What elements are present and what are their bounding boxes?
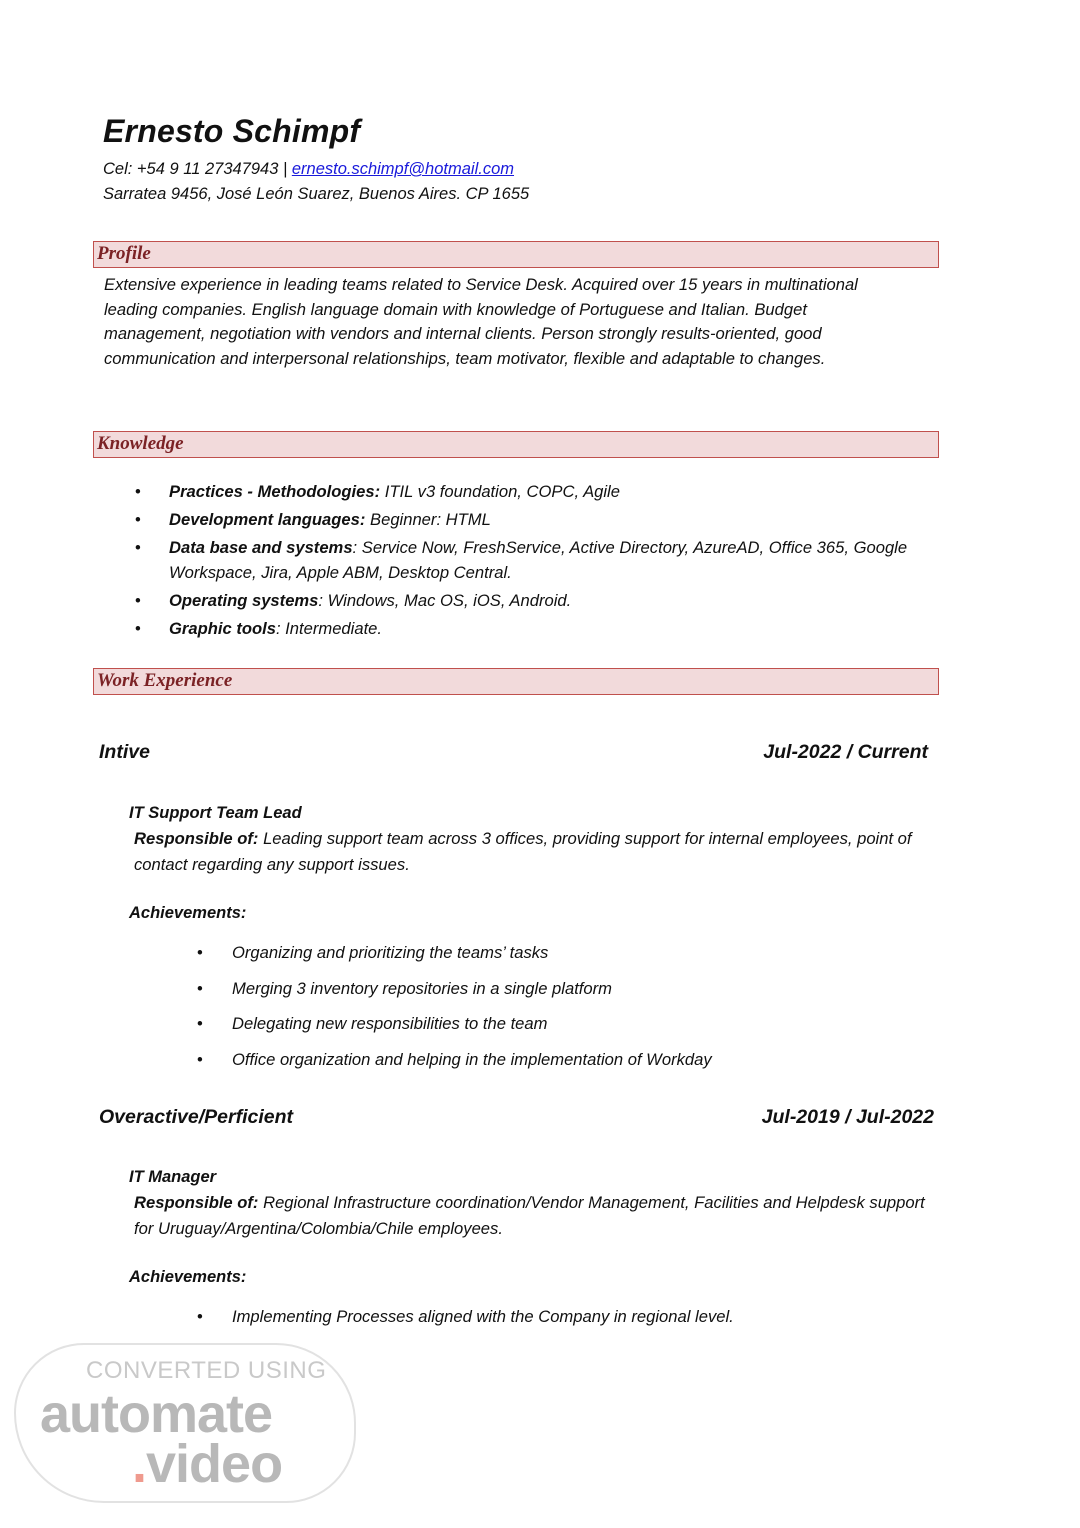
watermark-video-text: video xyxy=(146,1434,283,1494)
converter-watermark xyxy=(14,1343,356,1503)
achievement-text: Organizing and prioritizing the teams’ tasks xyxy=(232,943,549,962)
bullet-icon: • xyxy=(135,591,141,610)
achievement-text: Delegating new responsibilities to the team xyxy=(232,1014,548,1033)
resp-text: Leading support team across 3 offices, providing support for internal employees, point of contact regarding any support issues. xyxy=(134,829,912,874)
knowledge-list xyxy=(135,479,925,644)
item-text: Beginner: HTML xyxy=(365,510,491,529)
resp-label: Responsible of: xyxy=(134,829,259,848)
job-role: IT Manager xyxy=(129,1168,217,1186)
candidate-name: Ernesto Schimpf xyxy=(103,113,361,149)
list-item xyxy=(197,1049,917,1071)
knowledge-section-header xyxy=(93,431,939,458)
list-item xyxy=(197,942,917,964)
item-label: Operating systems xyxy=(169,591,319,610)
bullet-icon: • xyxy=(197,1307,203,1326)
list-item xyxy=(197,1013,917,1035)
email-link[interactable]: ernesto.schimpf@hotmail.com xyxy=(291,160,515,178)
bullet-icon: • xyxy=(197,943,203,962)
section-title: Knowledge xyxy=(97,433,184,454)
job-responsibilities xyxy=(134,826,934,877)
achievements-label: Achievements: xyxy=(129,904,247,922)
job-role: IT Support Team Lead xyxy=(129,804,302,822)
watermark-dot: . xyxy=(132,1434,147,1494)
list-item xyxy=(135,507,925,532)
item-label: Practices - Methodologies: xyxy=(169,482,381,501)
bullet-icon: • xyxy=(135,510,141,529)
item-text: : Intermediate. xyxy=(275,619,383,638)
achievements-label: Achievements: xyxy=(129,1268,247,1286)
bullet-icon: • xyxy=(135,619,141,638)
bullet-icon: • xyxy=(197,1014,203,1033)
list-item xyxy=(135,588,925,613)
contact-line xyxy=(103,160,514,179)
watermark-logo-text: automate xyxy=(40,1384,273,1444)
watermark-logo-suffix xyxy=(132,1433,282,1495)
achievements-list xyxy=(197,942,917,1084)
watermark-caption: CONVERTED USING xyxy=(86,1357,327,1384)
achievement-text: Implementing Processes aligned with the Company in regional level. xyxy=(232,1307,734,1326)
achievement-text: Office organization and helping in the implementation of Workday xyxy=(232,1049,712,1069)
bullet-icon: • xyxy=(197,1049,203,1069)
item-text: : Windows, Mac OS, iOS, Android. xyxy=(318,591,572,610)
profile-section-header xyxy=(93,241,939,268)
achievement-text: Merging 3 inventory repositories in a single platform xyxy=(232,978,612,998)
address-line: Sarratea 9456, José León Suarez, Buenos Aires. CP 1655 xyxy=(103,185,530,203)
list-item xyxy=(197,978,917,1000)
list-item xyxy=(135,479,925,504)
phone-text: Cel: +54 9 11 27347943 | xyxy=(103,160,292,178)
profile-text: Extensive experience in leading teams related to Service Desk. Acquired over 15 years in multinational leading companies. English language domain with knowledge of Portuguese and Italian. Budget management, negotiation with vendors and internal clients. Person strongly results-oriented, good communication and interpersonal relationships, team motivator, flexible and adaptable to changes. xyxy=(104,275,858,369)
item-text: : Service Now, FreshService, Active Directory, AzureAD, Office 365, Google Workspace, Jira, Apple ABM, Desktop Central. xyxy=(169,538,908,582)
job-dates: Jul-2022 / Current xyxy=(763,741,928,763)
resp-label: Responsible of: xyxy=(134,1193,259,1212)
job-responsibilities xyxy=(134,1190,934,1241)
job-dates: Jul-2019 / Jul-2022 xyxy=(761,1106,934,1128)
bullet-icon: • xyxy=(135,538,141,557)
list-item xyxy=(135,616,925,641)
list-item xyxy=(197,1306,917,1328)
list-item xyxy=(135,535,925,585)
item-label: Data base and systems xyxy=(169,538,353,557)
resp-text: Regional Infrastructure coordination/Vendor Management, Facilities and Helpdesk support for Uruguay/Argentina/Colombia/Chile employees. xyxy=(134,1193,925,1238)
achievements-list xyxy=(197,1306,917,1342)
company-name: Intive xyxy=(99,741,150,763)
company-name: Overactive/Perficient xyxy=(99,1106,294,1128)
bullet-icon: • xyxy=(197,978,203,998)
section-title: Work Experience xyxy=(97,670,233,691)
section-title: Profile xyxy=(97,243,151,264)
item-text: ITIL v3 foundation, COPC, Agile xyxy=(380,482,620,501)
bullet-icon: • xyxy=(135,482,141,501)
experience-section-header xyxy=(93,668,939,695)
item-label: Graphic tools xyxy=(169,619,276,638)
item-label: Development languages: xyxy=(169,510,366,529)
